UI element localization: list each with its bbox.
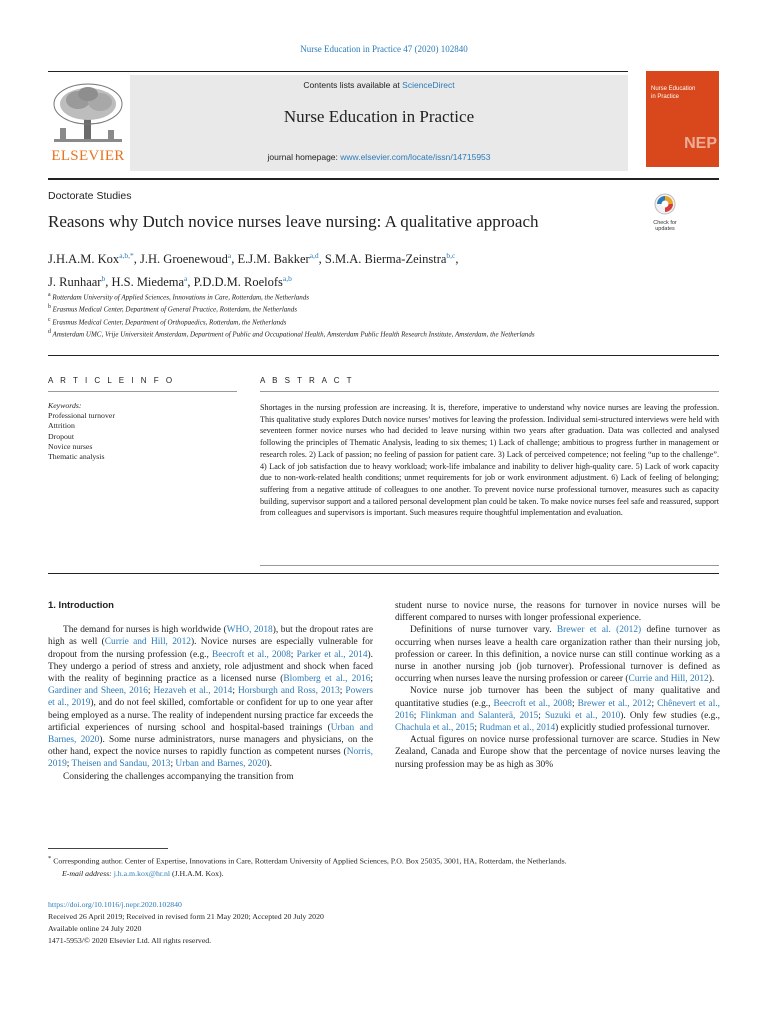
article-type: Doctorate Studies xyxy=(48,190,132,202)
body-paragraph xyxy=(48,624,373,770)
body-text: ). xyxy=(708,674,715,685)
author-affiliation-marker[interactable]: a,b xyxy=(282,274,292,284)
body-text: ). Novice nurses are especially vulnerable for dropout from the nursing profession (e.g., xyxy=(48,637,373,660)
author-separator: , xyxy=(187,275,194,290)
journal-name: Nurse Education in Practice xyxy=(283,107,475,126)
keywords-block xyxy=(48,401,237,462)
sciencedirect-link[interactable]: ScienceDirect xyxy=(402,80,455,90)
author-list xyxy=(48,246,648,292)
body-text: ; xyxy=(538,710,545,721)
right-paragraphs xyxy=(395,600,720,771)
affiliation-item xyxy=(48,327,719,339)
affiliation-key: d xyxy=(48,328,51,335)
affiliation-text: Erasmus Medical Center, Department of Orthopaedics, Rotterdam, the Netherlands xyxy=(50,317,287,326)
body-text: ). Some nurse administrators, nurse managers and physicians, on the other hand, expect the novice nurses to rapidly function as competent nurses ( xyxy=(48,735,373,758)
body-text: ; xyxy=(370,674,374,685)
citation-link[interactable]: Currie and Hill, 2012 xyxy=(104,637,191,648)
author-separator: , xyxy=(105,275,112,290)
author-name: J. Runhaar xyxy=(48,275,102,290)
affiliation-item xyxy=(48,290,719,302)
body-paragraph xyxy=(395,685,720,734)
citation-link[interactable]: Theisen and Sandau, 2013 xyxy=(71,759,171,770)
author-affiliation-marker[interactable]: a,b,* xyxy=(119,251,134,260)
author-separator: , xyxy=(133,252,141,267)
author-affiliation-marker[interactable]: a xyxy=(227,251,232,260)
body-text: ; xyxy=(290,649,297,660)
citation-link[interactable]: Currie and Hill, 2012 xyxy=(628,674,709,685)
body-text: ; xyxy=(66,759,72,770)
header-rule-thick xyxy=(48,178,719,180)
citation-link[interactable]: Horsburgh and Ross, 2013 xyxy=(237,686,340,697)
doi-link[interactable]: https://doi.org/10.1016/j.nepr.2020.102840 xyxy=(48,900,182,909)
keyword-item: Novice nurses xyxy=(48,441,93,451)
citation-link[interactable]: Beecroft et al., 2008 xyxy=(493,698,572,709)
body-text: Actual figures on novice nurse professional turnover are scarce. Studies in New Zealand, Canada and Europe show that the percentage of novice nurses leaving the nursing profession may be as high as 30% xyxy=(395,735,720,770)
citation-link[interactable]: Beecroft et al., 2008 xyxy=(212,649,291,660)
citation-link[interactable]: Flinkman and Salanterä, 2015 xyxy=(420,710,539,721)
author-affiliation-marker[interactable]: b,c xyxy=(446,251,456,260)
affiliation-item xyxy=(48,315,719,327)
received-dates: Received 26 April 2019; Received in revised form 21 May 2020; Accepted 20 July 2020 xyxy=(48,912,324,921)
keyword-item: Dropout xyxy=(48,431,74,441)
author-name: H.S. Miedema xyxy=(111,275,185,290)
body-rule xyxy=(48,573,719,574)
author-affiliation-marker[interactable]: a xyxy=(184,274,188,284)
affiliation-text: Amsterdam UMC, Vrije Universiteit Amsterdam, Department of Public and Occupational Health, Amsterdam Public Health Research Institute, Amsterdam, the Netherlands xyxy=(50,330,535,339)
affiliation-text: Rotterdam University of Applied Sciences, Innovations in Care, Rotterdam, the Netherlands xyxy=(50,293,310,302)
body-column-right xyxy=(395,600,720,771)
author-name: J.H. Groenewoud xyxy=(140,252,228,267)
body-text: Novice nurse job turnover has been the subject of many qualitative and quantitative studies (e.g., xyxy=(395,686,720,709)
body-text: ). Only few studies (e.g., xyxy=(620,710,721,721)
citation-link[interactable]: Brewer et al., 2012 xyxy=(577,698,652,709)
section-rule xyxy=(48,355,719,356)
homepage-line xyxy=(130,152,628,162)
body-text: define turnover as occurring when nurses leave a health care organization rather than their nursing job, profession or career. In this definition, a novice nurse can still continue working as a nurse in another nursing job (job turnover). Professional turnover is defined as occurring when nurses leave the nursing profession or career ( xyxy=(395,625,721,685)
citation-link[interactable]: Gardiner and Sheen, 2016 xyxy=(48,686,148,697)
citation-link[interactable]: Suzuki et al., 2010 xyxy=(544,710,621,721)
author-name: P.D.D.M. Roelofs xyxy=(193,275,283,290)
affiliation-key: b xyxy=(48,304,51,311)
article-footer xyxy=(48,899,719,947)
body-paragraph xyxy=(48,771,373,783)
citation-link[interactable]: WHO, 2018 xyxy=(226,625,273,636)
body-text: ) explicitly studied professional turnover. xyxy=(555,723,710,734)
citation-link[interactable]: Urban and Barnes, 2020 xyxy=(48,722,374,746)
cover-title: Nurse Education in Practice xyxy=(651,86,696,100)
affiliation-key: a xyxy=(48,292,51,298)
author-name: J.H.A.M. Kox xyxy=(48,252,120,267)
author-name: E.J.M. Bakker xyxy=(237,252,310,267)
keyword-list xyxy=(48,411,237,462)
affiliation-text: Erasmus Medical Center, Department of General Practice, Rotterdam, the Netherlands xyxy=(50,305,297,314)
keyword-item: Professional turnover xyxy=(48,411,115,421)
body-text: Definitions of nurse turnover vary. xyxy=(410,625,557,636)
left-paragraphs xyxy=(48,624,373,783)
contents-prefix: Contents lists available at xyxy=(303,80,403,90)
footnote-text-line xyxy=(48,853,719,868)
affiliation-key: c xyxy=(48,316,51,323)
footnote-marker: * xyxy=(48,855,52,862)
body-paragraph xyxy=(395,624,720,685)
abstract-text: Shortages in the nursing profession are increasing. It is, therefore, imperative to understand why novice nurses are leaving the profession. This qualitative study explores Dutch novice nurses’ motives for leaving the profession. Individual semi-structured interviews were held with seventeen former novice nurses who had decided to leave nursing within two years after graduation. Data was collected and analysed following the principles of Thematic Analysis, leading to six themes; 1) Lack of challenge; ambitious to progress further in management or research roles. 2) Lack of passion; no feeling of passion for patient care. 3) Lack of perceived competence; not feeling “up to the challenge”. 4) Lack of job satisfaction due to heavy workload; work-life imbalance and inability to deliver high-quality care. 5) Lack of work capacity due to non-work-related health conditions; unmet requirements for job or work environment adjustment. 6) Lack of feeling of belonging; suffering from a negative attitude of colleagues to one another. To prevent novice nurse professional turnover, measures such as capacity building, supervisor support and a tailored personal development plan could be taken. To make novice nurses feel safe and reassured, support from colleagues and supervisors is important. Such measures require thoughtful implementation and evaluation. xyxy=(260,403,719,518)
email-label: E-mail address: xyxy=(62,868,114,878)
body-paragraph xyxy=(395,600,720,624)
body-text: ; xyxy=(170,759,176,770)
abstract-heading: A B S T R A C T xyxy=(260,376,354,385)
author-affiliation-marker[interactable]: a,d xyxy=(309,251,319,260)
author-separator: , xyxy=(231,252,238,267)
citation-link[interactable]: Powers et al., 2019 xyxy=(48,686,374,709)
citation-link[interactable]: Brewer et al. (2012) xyxy=(556,625,642,636)
body-column-left xyxy=(48,600,373,783)
body-text: student nurse to novice nurse, the reasons for turnover in novice nurses will be different compared to nurses with longer professional experience. xyxy=(395,601,720,624)
abstract-rule xyxy=(260,391,719,392)
affiliation-list xyxy=(48,290,719,339)
email-suffix: (J.H.A.M. Kox). xyxy=(170,868,224,878)
journal-cover[interactable] xyxy=(646,71,719,167)
crossmark-icon xyxy=(654,193,676,215)
author-separator: , xyxy=(455,252,459,267)
body-text: ). They undergo a period of stress and anxiety, role adjustment and shock when faced with the reality of beginning practice as a licensed nurse ( xyxy=(48,649,373,685)
contents-line xyxy=(130,80,628,90)
tree-icon xyxy=(48,80,128,146)
crossmark-label: Check for updates xyxy=(653,220,677,232)
homepage-prefix: journal homepage: xyxy=(267,152,341,162)
body-text: ; xyxy=(571,698,578,709)
body-text: ), but the dropout rates are high as well ( xyxy=(48,625,373,648)
body-text: ; xyxy=(651,698,658,709)
body-text: ), and do not feel skilled, comfortable or confident for up to one year after being employed as a nurse. The reality of independent nursing practice far exceeds the artificial experiences of nursing school and hospital-based trainings ( xyxy=(48,698,373,733)
body-text: The demand for nurses is high worldwide ( xyxy=(63,625,227,636)
footnote-text: Corresponding author. Center of Expertise, Innovations in Care, Rotterdam University of Applied Sciences, P.O. Box 25035, 3001, HA, Rotterdam, the Netherlands. xyxy=(51,856,567,866)
article-title: Reasons why Dutch novice nurses leave nursing: A qualitative approach xyxy=(48,212,539,231)
author-affiliation-marker[interactable]: b xyxy=(101,274,106,284)
abstract-rule-bottom xyxy=(260,565,719,566)
cover-mark: NEP xyxy=(684,135,717,152)
body-text: ; xyxy=(339,686,346,697)
email-line xyxy=(48,868,719,880)
affiliation-item xyxy=(48,302,719,314)
header-rule xyxy=(48,71,628,72)
body-paragraph xyxy=(395,734,720,771)
body-text: ; xyxy=(147,686,154,697)
elsevier-wordmark[interactable]: ELSEVIER xyxy=(51,148,125,164)
section-heading-introduction: 1. Introduction xyxy=(48,600,114,611)
keywords-label: Keywords: xyxy=(48,401,82,410)
crossmark-badge[interactable] xyxy=(648,193,682,232)
citation-link[interactable]: Hezaveh et al., 2014 xyxy=(153,686,233,697)
body-text: ; xyxy=(413,710,421,721)
author-separator: , xyxy=(318,252,325,267)
citation-link[interactable]: Chênevert et al., 2016 xyxy=(395,698,721,721)
citation-link[interactable]: Blomberg et al., 2016 xyxy=(283,674,371,685)
journal-citation[interactable]: Nurse Education in Practice 47 (2020) 102840 xyxy=(300,44,468,54)
copyright: 1471-5953/© 2020 Elsevier Ltd. All rights reserved. xyxy=(48,936,212,945)
article-info-rule xyxy=(48,391,237,392)
email-link[interactable]: j.h.a.m.kox@hr.nl xyxy=(113,868,171,878)
available-online: Available online 24 July 2020 xyxy=(48,924,142,933)
body-text: ). xyxy=(266,759,273,770)
author-name: S.M.A. Bierma-Zeinstra xyxy=(324,252,447,267)
keyword-item: Attrition xyxy=(48,421,75,431)
body-text: ; xyxy=(474,723,480,734)
citation-link[interactable]: Urban and Barnes, 2020 xyxy=(175,759,267,770)
footnote-rule xyxy=(48,848,168,849)
article-info-heading: A R T I C L E I N F O xyxy=(48,376,175,385)
body-text: ; xyxy=(232,686,238,697)
citation-link[interactable]: Chachula et al., 2015 xyxy=(395,723,475,734)
keyword-item: Thematic analysis xyxy=(48,452,105,462)
body-text: Considering the challenges accompanying the transition from xyxy=(63,771,294,782)
citation-link[interactable]: Norris, 2019 xyxy=(48,747,373,770)
citation-link[interactable]: Parker et al., 2014 xyxy=(296,649,368,660)
corresponding-author-footnote xyxy=(48,853,719,880)
citation-link[interactable]: Rudman et al., 2014 xyxy=(479,723,556,734)
journal-homepage-link[interactable]: www.elsevier.com/locate/issn/14715953 xyxy=(340,152,491,162)
